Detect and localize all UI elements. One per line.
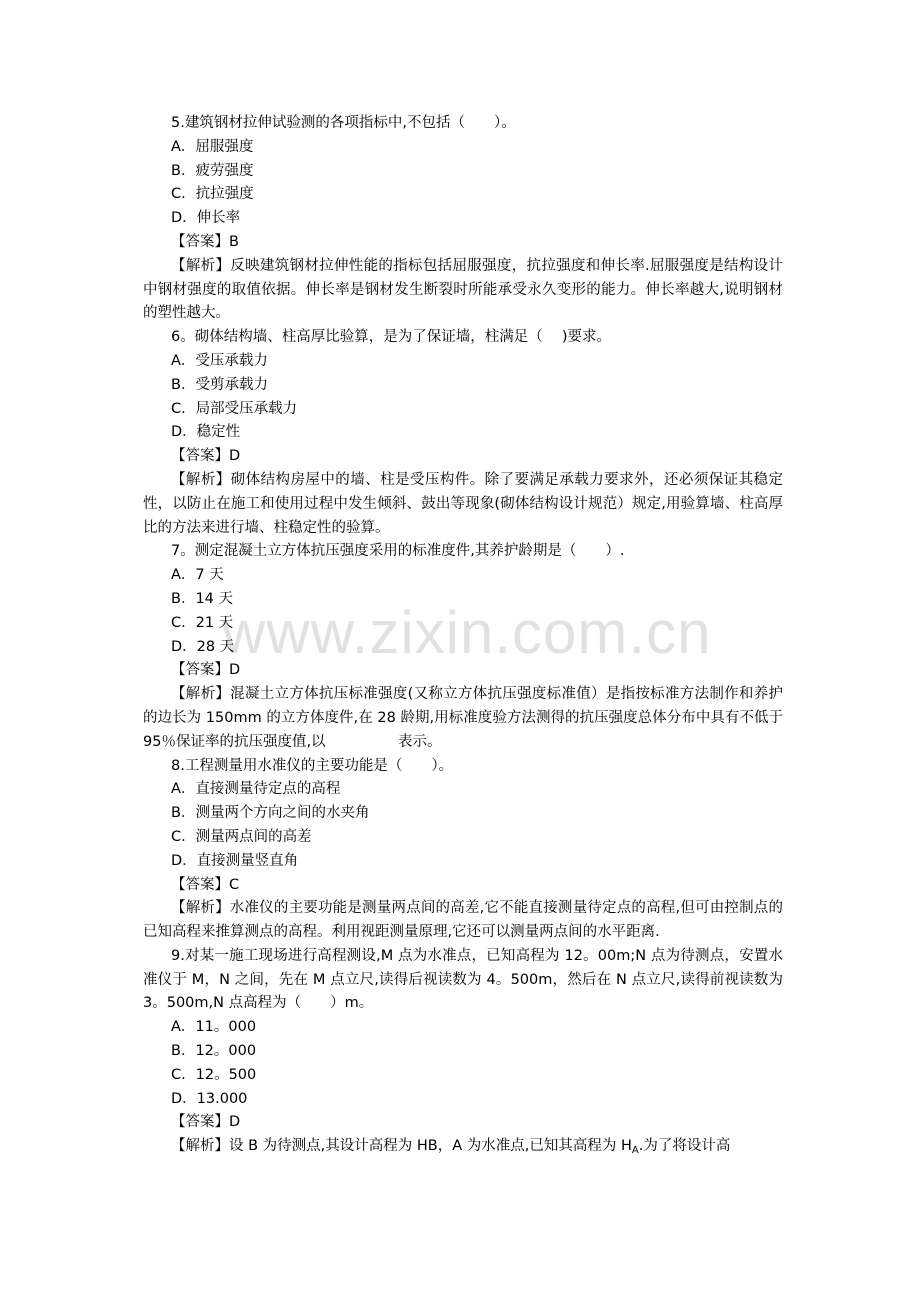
question-6-option-b: B．受剪承载力 — [171, 376, 268, 393]
question-5-option-b: B．疲劳强度 — [171, 162, 254, 179]
question-9-option-d: D．13.000 — [171, 1090, 248, 1107]
question-9-analysis-tail: .为了将设计高 — [638, 1138, 731, 1155]
question-8-option-c: C．测量两点间的高差 — [171, 828, 312, 845]
question-6-analysis: 【解析】砌体结构房屋中的墙、柱是受压构件。除了要满足承载力要求外，还必须保证其稳定性，以防止在施工和使用过程中发生倾斜、鼓出等现象(砌体结构设计规范）规定,用验算墙、柱高厚比的方法来进行墙、柱稳定性的验算。 — [143, 471, 783, 536]
question-6-stem: 6。砌体结构墙、柱高厚比验算，是为了保证墙，柱满足（ )要求。 — [171, 329, 611, 346]
question-7-analysis: 【解析】混凝土立方体抗压标准强度(又称立方体抗压强度标准值）是指按标准方法制作和养护的边长为 150mm 的立方体度件,在 28 龄期,用标准度验方法测得的抗压强度总体分布中具有不低于 95％保证率的抗压强度值,以 表示。 — [143, 686, 783, 750]
question-9-answer: 【答案】D — [171, 1114, 241, 1131]
document-body — [143, 112, 783, 1159]
question-5-stem: 5.建筑钢材拉伸试验测的各项指标中,不包括（ ）。 — [171, 115, 516, 131]
question-7-option-d: D．28 天 — [171, 638, 235, 655]
question-6-option-c: C．局部受压承载力 — [171, 400, 298, 417]
question-5-option-a: A．屈服强度 — [171, 138, 254, 155]
watermark-text: www.zixin.com.cn — [222, 599, 712, 666]
question-7-option-a: A．7 天 — [171, 567, 224, 584]
question-5-option-d: D．伸长率 — [171, 210, 241, 227]
question-7-option-b: B．14 天 — [171, 590, 234, 607]
question-6-option-d: D．稳定性 — [171, 424, 241, 441]
question-7-answer: 【答案】D — [171, 662, 241, 679]
question-8-answer: 【答案】C — [171, 876, 240, 893]
question-7-stem: 7。测定混凝土立方体抗压强度采用的标准度件,其养护龄期是（ ）. — [171, 543, 625, 560]
question-5-option-c: C．抗拉强度 — [171, 186, 254, 203]
question-7-option-c: C．21 天 — [171, 614, 234, 631]
question-9-analysis-subscript: A — [631, 1145, 639, 1157]
question-9-option-a: A．11。000 — [171, 1019, 257, 1036]
question-8-option-a: A．直接测量待定点的高程 — [171, 781, 341, 798]
question-8-analysis: 【解析】水准仪的主要功能是测量两点间的高差,它不能直接测量待定点的高程,但可由控制点的已知高程来推算测点的高程。利用视距测量原理,它还可以测量两点间的水平距离. — [143, 900, 783, 941]
question-9-analysis-main: 【解析】设 B 为待测点,其设计高程为 HB，A 为水准点,已知其高程为 H — [171, 1138, 632, 1155]
question-5-answer: 【答案】B — [171, 233, 239, 250]
question-9-option-b: B．12。000 — [171, 1043, 257, 1060]
question-9-option-c: C．12。500 — [171, 1066, 257, 1083]
question-9-stem: 9.对某一施工现场进行高程测设,M 点为水准点，已知高程为 12。00m;N 点为待测点，安置水准仪于 M，N 之间，先在 M 点立尺,读得后视读数为 4。500m，然后在 N 点立尺,读得前视读数为 3。500m,N 点高程为（ ）m。 — [143, 947, 783, 1012]
question-8-option-d: D．直接测量竖直角 — [171, 852, 299, 869]
question-6-answer: 【答案】D — [171, 448, 241, 465]
question-5-analysis: 【解析】反映建筑钢材拉伸性能的指标包括屈服强度，抗拉强度和伸长率.屈服强度是结构设计中钢材强度的取值依据。伸长率是钢材发生断裂时所能承受永久变形的能力。伸长率越大,说明钢材的塑性越大。 — [143, 257, 783, 322]
question-8-stem: 8.工程测量用水准仪的主要功能是（ ）。 — [171, 757, 454, 774]
question-8-option-b: B．测量两个方向之间的水夹角 — [171, 805, 370, 822]
question-9-analysis — [143, 1135, 783, 1159]
question-6-option-a: A．受压承载力 — [171, 352, 268, 369]
